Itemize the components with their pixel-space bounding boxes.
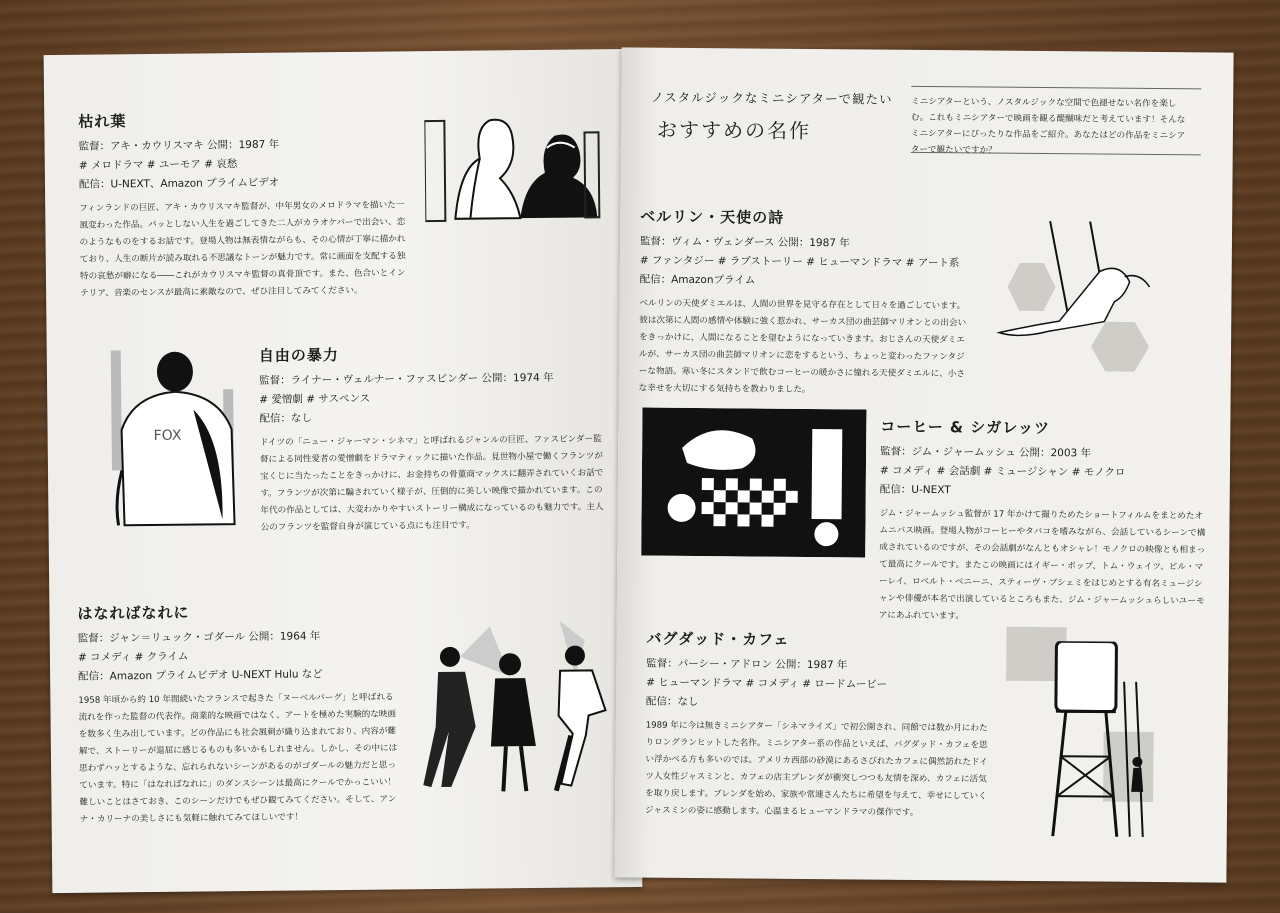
right-page [614,47,1233,882]
ghost-heading [204,71,228,102]
film-tags: # コメディ # 会話劇 # ミュージシャン # モノクロ [879,464,1126,479]
fox-jacket-text: FOX [153,427,182,444]
film-title: 自由の暴力 [258,346,339,365]
film-streaming: 配信：Amazonプライム [639,273,756,287]
film-tags: # コメディ # クライム [77,650,189,664]
film-title: ベルリン・天使の詩 [640,207,785,227]
film-tags: # 愛憎劇 # サスペンス [259,392,371,406]
header-rule-top [911,86,1201,90]
film-director: 監督：アキ・カウリスマキ 公開：1987 年 [78,138,280,153]
film-body: ドイツの「ニュー・ジャーマン・シネマ」と呼ばれるジャンルの巨匠、ファスビンダー監督による同性愛者の愛憎劇をドラマティックに描いた作品。見世物小屋で働くフランツが宝くじに当たったことをきっかけに、お金持ちの骨董商マックスに翻弄されていくお話です。フランツが次第に騙されていく様子が、圧倒的に美しい映像で描かれています。この年代の作品としては、大変わかりやすいストーリー構成になっているのも魅力です。主人公のフランツを監督自身が演じている点にも注目です。 [259,434,604,533]
film-title: バグダッド・カフェ [646,629,790,649]
film-body: 1989 年に今は無きミニシアター「シネマライズ」で初公開され、同館では数か月にわたりロングランヒットした名作。ミニシアター系の作品といえば、バグダッド・カフェを思い浮かべる方も多いのでは。アメリカ西部の砂漠にあるさびれたカフェに偶然訪れたドイツ人女性ジャスミンと、カフェの店主ブレンダが衝突しつつも友情を深め、カフェに活気を取り戻します。ブレンダを始め、家族や常連さんたちに希望を与えて、幸せにしていくジャスミンの姿に感動します。心温まるヒューマンドラマの傑作です。 [644,720,988,818]
film-body: 1958 年頃から約 10 年間続いたフランスで起きた「ヌーベルバーグ」と呼ばれる流れを作った監督の代表作。商業的な映画ではなく、アートを極めた実験的な映画を数多く生み出しています。どの作品にも社会風刺が織り込まれており、内容が難解で、ストーリーが退屈に感じるものも多いかもしれません。しかし、その中には思わずハッとするような、忘れられないシーンがあるのがゴダールの魅力だと思っています。特に「はなればなれに」のダンスシーンは最高にクールでかっこいい！難しいことはさておき、このシーンだけでもぜひ観てみてください。そして、アンナ・カリーナの美しさにも気軽に触れてみてほしいです！ [78,692,398,825]
film-tags: # メロドラマ # ユーモア # 哀愁 [78,158,238,172]
film-kareha [78,107,410,302]
film-bagdad-cafe [645,628,997,823]
film-title: コーヒー & シガレッツ [880,417,1051,438]
fox-jacket-illustration [103,349,255,531]
film-streaming: 配信：なし [645,695,699,709]
header-subtitle: ノスタルジックなミニシアターで観たい [651,89,893,107]
film-director: 監督：ヴィム・ヴェンダース 公開：1987 年 [639,235,850,250]
film-streaming: 配信：U-NEXT、Amazon プライムビデオ [78,176,280,191]
film-tags: # ヒューマンドラマ # コメディ # ロードムービー [646,676,887,691]
film-streaming: 配信：なし [259,412,313,425]
right-page-header [651,88,893,145]
film-jiyu-no-boryoku [259,341,611,537]
film-title: 枯れ葉 [78,112,127,131]
film-streaming: 配信：U-NEXT [879,483,951,497]
film-body: ベルリンの天使ダミエルは、人間の世界を見守る存在として日々を過ごしています。彼は次第に人間の感情や体験に強く惹かれ、サーカス団の曲芸師マリオンとの出会いをきっかけに、人間になることを望むようになっていきます。おじさんの天使ダミエルが、サーカス団の曲芸師マリオンに恋をするという、ちょっと変わったファンタジーな物語。寒い冬にスタンドで飲むコーヒーの暖かさに憧れる天使ダミエルに、小さな幸せを大切にする気持ちを教わりました。 [638,298,967,396]
angel-swing-illustration [989,221,1170,373]
film-body: ジム・ジャームッシュ監督が 17 年かけて撮りためたショートフィルムをまとめたオムニバス映画。登場人物がコーヒーやタバコを嗜みながら、会話しているシーンで構成されているのですが、その会話劇がなんともオシャレ！モノクロの映像とも相まって最高にクールです。またこの映画にはイギー・ポップ、トム・ウェイツ、ビル・マーレイ、ロベルト・ベニーニ、スティーヴ・ブシェミをはじめとする有名ミュージシャンや俳優が本名で出演しているところもまた、ジム・ジャームッシュらしいユーモアにあふれています。 [878,508,1206,622]
film-body: フィンランドの巨匠、アキ・カウリスマキ監督が、中年男女のメロドラマを描いた一風変わった作品。パッとしない人生を過ごしてきた二人がカラオケバーで出会い、恋のようなものをするお話です。登場人物は無表情ながらも、その心情が丁寧に描かれており、人生の断片が読み取れる不思議なトーンが魅力です。常に画面を支配する独特の哀愁が癖になる――これがカウリスマキ監督の真骨頂です。また、色合いとインテリア、音楽のセンスが最高に素敵なので、ぜひ注目してみてください。 [79,200,406,299]
film-berlin [639,206,971,401]
film-director: 監督：ジャン＝リュック・ゴダール 公開：1964 年 [77,630,321,645]
coffee-cigarettes-illustration [641,408,866,558]
couple-illustration [424,107,605,229]
header-title: おすすめの名作 [656,117,812,144]
water-tower-illustration [1035,641,1157,842]
film-coffee-cigarettes [879,416,1211,628]
film-director: 監督：ジム・ジャームッシュ 公開：2003 年 [880,445,1092,460]
film-director: 監督：パーシー・アドロン 公開：1987 年 [646,657,848,672]
dancers-illustration [410,615,632,797]
film-director: 監督：ライナー・ヴェルナー・ファスビンダー 公開：1974 年 [258,371,554,387]
left-page [44,49,643,893]
film-hanarebanareni [77,599,399,828]
film-title: はなればなれに [77,603,190,623]
film-tags: # ファンタジー # ラブストーリー # ヒューマンドラマ # アート系 [639,254,960,270]
film-streaming: 配信：Amazon プライムビデオ U-NEXT Hulu など [78,668,323,683]
intro-text: ミニシアターという、ノスタルジックな空間で色褪せない名作を楽しむ。これもミニシアターで映画を観る醍醐味だと考えています！そんなミニシアターにぴったりな作品をご紹介。あなたはどの作品をミニシアターで観たいですか？ [910,96,1186,156]
